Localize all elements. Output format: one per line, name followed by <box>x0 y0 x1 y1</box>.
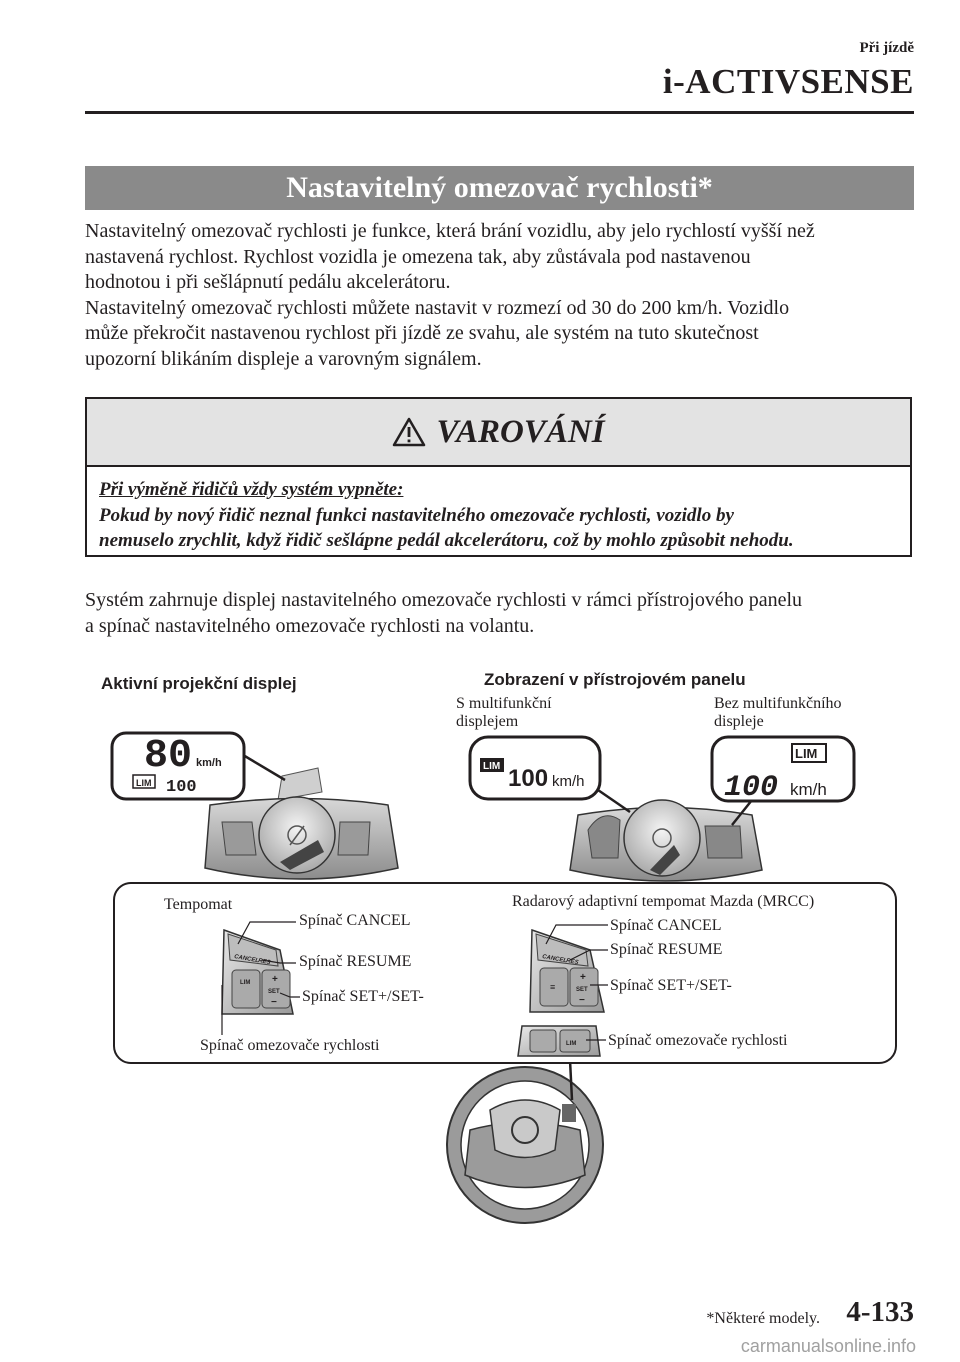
cruise-set-label: Spínač SET+/SET- <box>302 988 424 1005</box>
watermark: carmanualsonline.info <box>740 1336 916 1356</box>
mid-lim: LIM <box>483 761 501 772</box>
chapter-title: Při jízdě <box>859 40 914 56</box>
warning-title: VAROVÁNÍ <box>436 413 605 450</box>
hud-label: Aktivní projekční displej <box>101 674 297 693</box>
mrcc-title: Radarový adaptivní tempomat Mazda (MRCC) <box>512 893 815 910</box>
mrcc-plus-text: + <box>580 972 586 983</box>
cruise-plus-text: + <box>272 974 278 985</box>
mrcc-res-text: RES <box>565 958 579 967</box>
cruise-lim-text: LIM <box>240 980 251 986</box>
segment-unit: km/h <box>790 780 827 799</box>
hud-set-speed: 100 <box>166 778 197 797</box>
warning-line: nemuselo zrychlit, když řidič sešlápne pedál akcelerátoru, což by mohlo způsobit nehodu. <box>99 530 794 551</box>
cruise-res-text: RES <box>257 958 271 967</box>
hud-speed: 80 <box>144 734 193 779</box>
cruise-cancel-label: Spínač CANCEL <box>299 912 411 929</box>
cruise-switch-pad <box>222 930 293 1014</box>
mrcc-limiter-label: Spínač omezovače rychlosti <box>608 1032 788 1049</box>
mrcc-lim-text: LIM <box>566 1041 577 1047</box>
intro-line: může překročit nastavenou rychlost při jízdě ze svahu, ale systém na tuto skutečnost <box>85 322 759 344</box>
mrcc-switch-pad <box>530 930 604 1012</box>
segment-speed: 100 <box>724 771 779 805</box>
warning-line: Pokud by nový řidič neznal funkci nastavitelného omezovače rychlosti, vozidlo by <box>99 504 734 526</box>
mrcc-set-text: SET <box>576 987 588 993</box>
intro-line: nastavená rychlost. Rychlost vozidla je omezena tak, aby zůstávala pod nastavenou <box>85 245 751 268</box>
intro-line: hodnotou i při sešlápnutí pedálu akcelerátoru. <box>85 271 451 293</box>
segment-lim: LIM <box>795 746 818 761</box>
warning-heading: Při výměně řidičů vždy systém vypněte: <box>99 479 404 500</box>
mrcc-cancel-label: Spínač CANCEL <box>610 917 722 934</box>
cruise-limiter-label: Spínač omezovače rychlosti <box>200 1037 380 1054</box>
section-title: i-ACTIVSENSE <box>662 62 914 101</box>
mrcc-cancel-text: CANCEL <box>541 954 568 965</box>
intro-line: Nastavitelný omezovač rychlosti můžete nastavit v rozmezí od 30 do 200 km/h. Vozidlo <box>85 296 790 319</box>
cruise-set-text: SET <box>268 989 280 995</box>
topic-title: Nastavitelný omezovač rychlosti* <box>85 166 914 210</box>
intro-line: upozorní blikáním displeje a varovným signálem. <box>85 347 482 370</box>
mid-unit: km/h <box>552 773 585 790</box>
hud-lim: LIM <box>136 778 152 788</box>
intro-line: Nastavitelný omezovač rychlosti je funkce, která brání vozidlu, aby jelo rychlostí vyšší než <box>85 220 815 242</box>
system-line: Systém zahrnuje displej nastavitelného omezovače rychlosti v rámci přístrojového panelu <box>85 589 803 611</box>
cruise-title: Tempomat <box>164 896 233 913</box>
cluster-label: Zobrazení v přístrojovém panelu <box>484 670 746 689</box>
mrcc-minus-text: − <box>579 995 585 1006</box>
system-line: a spínač nastavitelného omezovače rychlosti na volantu. <box>85 614 535 637</box>
mrcc-limiter-switch <box>518 1026 600 1056</box>
mrcc-distance-icon: ≡ <box>550 982 556 992</box>
mrcc-set-label: Spínač SET+/SET- <box>610 977 732 994</box>
mid-speed: 100 <box>508 765 549 792</box>
mrcc-resume-label: Spínač RESUME <box>610 941 723 958</box>
cruise-resume-label: Spínač RESUME <box>299 953 412 970</box>
page-number: 4-133 <box>846 1296 914 1328</box>
cruise-minus-text: − <box>271 997 277 1008</box>
with-mid-label: S multifunkční displejem <box>456 695 552 730</box>
footnote: *Některé modely. <box>706 1310 820 1327</box>
cruise-cancel-text: CANCEL <box>233 954 260 965</box>
without-mid-label: Bez multifunkčního displeje <box>714 695 842 730</box>
hud-unit: km/h <box>196 757 222 769</box>
